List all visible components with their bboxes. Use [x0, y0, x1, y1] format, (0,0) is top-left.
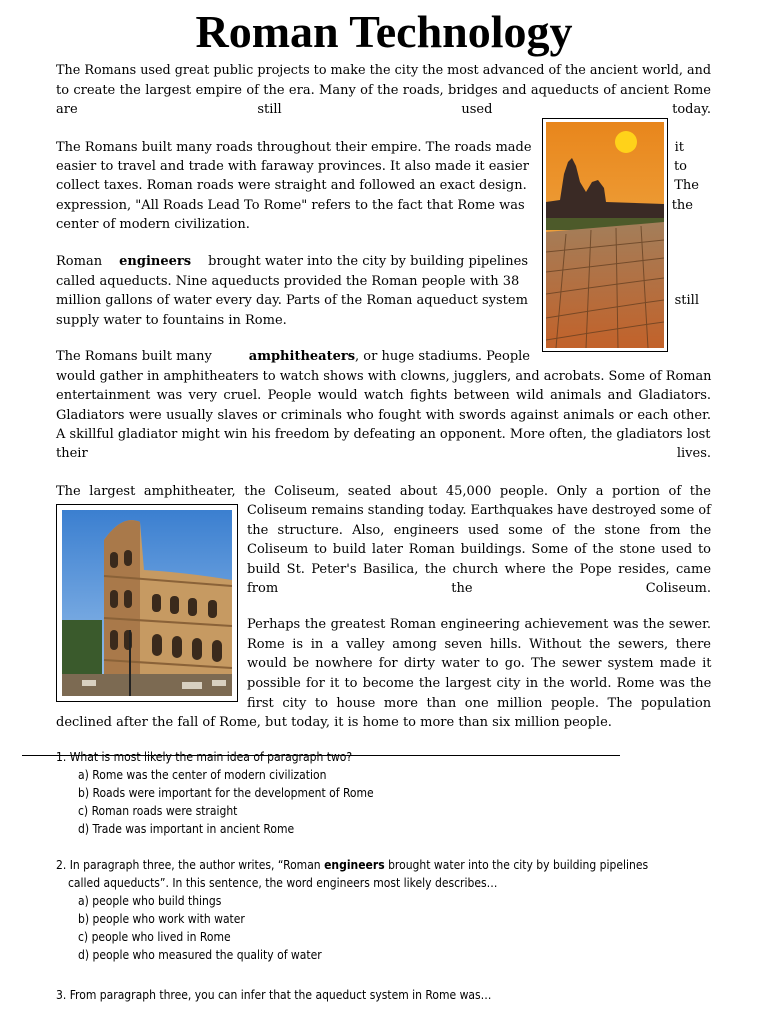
paragraph-four — [56, 367, 711, 463]
paragraph-four-line: The Romans built many amphitheaters, or huge stadiums. People — [56, 349, 530, 364]
paragraph-six — [247, 615, 711, 714]
text-line: to create the largest empire of the era. Many of the roads, bridges and aqueducts of ancient Rome — [56, 82, 711, 98]
text-line: Perhaps the greatest Roman engineering achievement was the sewer. — [247, 617, 711, 632]
paragraph-five-first-line: The largest amphitheater, the Coliseum, seated about 45,000 people. Only a portion of the — [56, 484, 711, 499]
text-line: The Romans used great public projects to make the city the most advanced of the ancient world, and — [56, 63, 712, 78]
paragraph-three-line: called aqueducts. Nine aqueducts provided the Roman people with 38 — [56, 274, 520, 289]
question-1: 1. What is most likely the main idea of paragraph two? — [56, 750, 353, 764]
question-1-option: c) Roman roads were straight — [78, 804, 238, 818]
text-line: Rome is in a valley among seven hills. Without the sewers, there — [247, 636, 711, 652]
text-line: Gladiators were usually slaves or criminals who fought with swords against animals or each other. — [56, 407, 711, 423]
paragraph-six-last-line: declined after the fall of Rome, but today, it is home to more than six million people. — [56, 715, 612, 730]
text-line: build St. Peter's Basilica, the church where the Pope resides, came — [247, 561, 712, 577]
question-1-option: d) Trade was important in ancient Rome — [78, 822, 295, 836]
text-line: entertainment was very cruel. People would watch fights between wild animals and Gladiators. — [56, 388, 711, 404]
question-2-option: d) people who measured the quality of water — [78, 948, 322, 962]
paragraph-five — [247, 501, 711, 599]
text-line: are still used today. — [56, 102, 711, 117]
text-line: possible for it to become the largest city in the world. Rome was the — [247, 676, 712, 692]
text-line: A skillful gladiator might win his freedom by defeating an opponent. More often, the gladiators lost — [56, 426, 711, 442]
question-2: 2. In paragraph three, the author writes, “Roman engineers brought water into the city by building pipelines — [56, 858, 649, 872]
text-line: Coliseum remains standing today. Earthquakes have destroyed some of — [247, 503, 711, 518]
question-3: 3. From paragraph three, you can infer that the aqueduct system in Rome was… — [56, 988, 492, 1002]
text-line: from the Coliseum. — [247, 581, 711, 597]
text-line: the structure. Also, engineers used some of the stone from the — [247, 522, 712, 538]
bold-engineers: engineers — [119, 254, 192, 269]
text-line: Coliseum to build later Roman buildings. Some of the stone used to — [247, 542, 711, 558]
coliseum-image — [62, 510, 232, 696]
question-2-option: b) people who work with water — [78, 912, 245, 926]
page-title: Roman Technology — [195, 6, 573, 57]
paragraph-two-line: center of modern civilization. — [56, 217, 250, 232]
question-1-option: b) Roads were important for the development of Rome — [78, 786, 374, 800]
bold-amphitheaters: amphitheaters — [248, 349, 356, 364]
question-1-option: a) Rome was the center of modern civilization — [78, 768, 327, 782]
paragraph-two-line: easier to travel and trade with faraway provinces. It also made it easier to — [56, 159, 687, 174]
bold-engineers-question: engineers — [324, 858, 385, 872]
text-line: would be nowhere for dirty water to go. The sewer system made it — [247, 656, 712, 672]
coliseum-photo — [56, 504, 238, 702]
question-2-option: a) people who build things — [78, 894, 222, 908]
paragraph-two-line: expression, "All Roads Lead To Rome" refers to the fact that Rome was the — [56, 198, 693, 213]
question-2-line-2: called aqueducts”. In this sentence, the word engineers most likely describes… — [68, 876, 498, 890]
question-2-option: c) people who lived in Rome — [78, 930, 231, 944]
text-line: would gather in amphitheaters to watch shows with clowns, jugglers, and acrobats. Some of Roman — [56, 369, 712, 384]
intro-paragraph — [56, 61, 711, 120]
paragraph-two-line: The Romans built many roads throughout their empire. The roads made it — [56, 140, 684, 155]
paragraph-three-line: Roman engineers brought water into the city by building pipelines — [56, 252, 528, 272]
paragraph-three-line: million gallons of water every day. Parts of the Roman aqueduct system still — [56, 293, 699, 308]
text-line: their lives. — [56, 446, 711, 462]
text-line: first city to house more than one million people. The population — [247, 695, 712, 711]
paragraph-three-line: supply water to fountains in Rome. — [56, 313, 287, 328]
paragraph-two-line: collect taxes. Roman roads were straight and followed an exact design. The — [56, 178, 699, 193]
